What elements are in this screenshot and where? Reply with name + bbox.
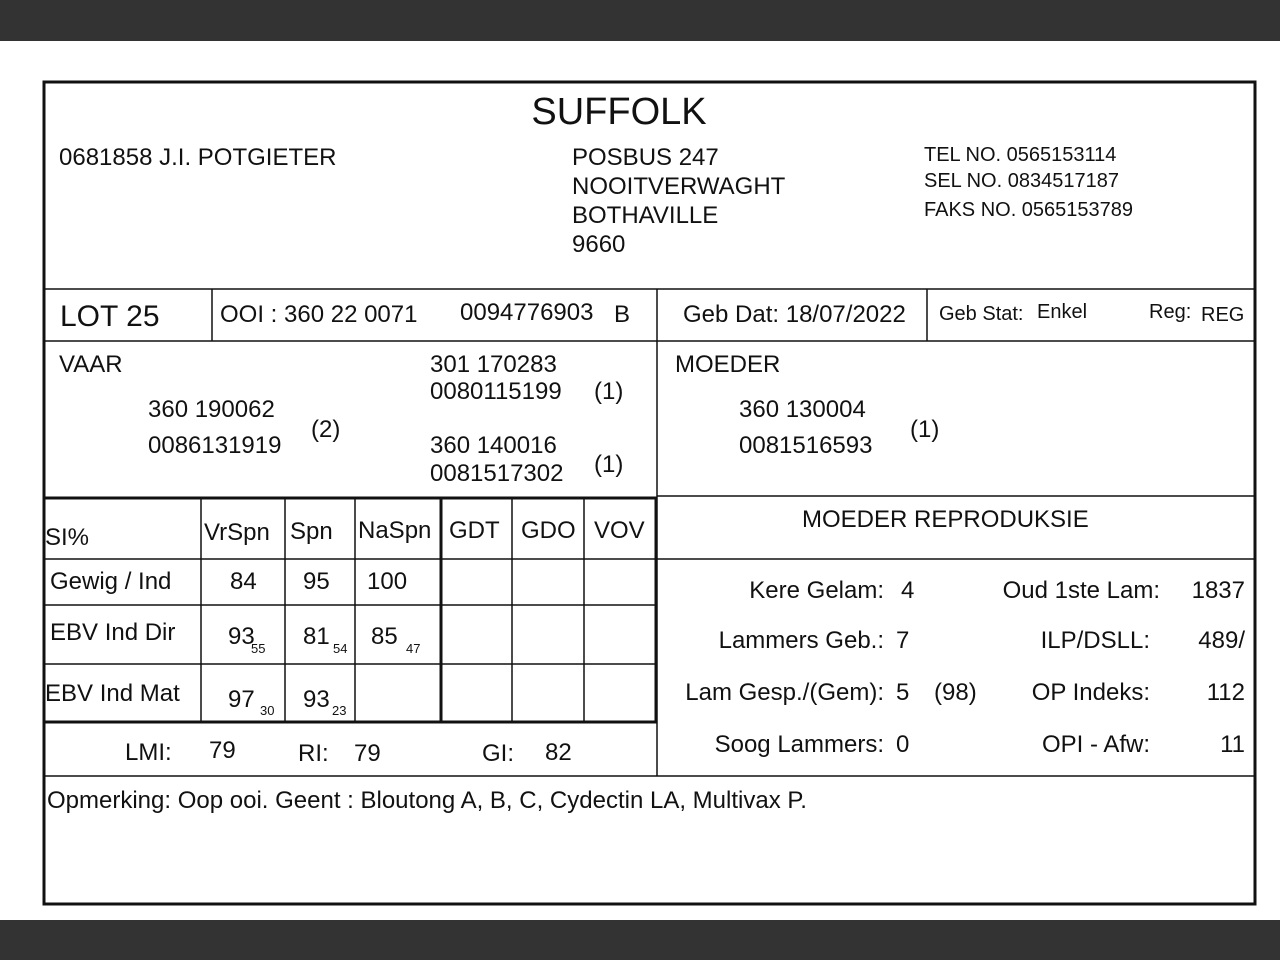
oud-label: Oud 1ste Lam:	[1002, 577, 1160, 604]
op-value: 112	[1206, 679, 1245, 706]
header-vrspn: VrSpn	[204, 519, 270, 546]
row-label-ebv-dir: EBV Ind Dir	[50, 619, 176, 646]
header-vov: VOV	[594, 517, 645, 544]
lamgesp-gem: (98)	[934, 679, 977, 706]
gewig-vrspn: 84	[230, 568, 257, 595]
address-line-3: BOTHAVILLE	[572, 202, 719, 229]
tel-number: TEL NO. 0565153114	[924, 144, 1117, 166]
header-gdo: GDO	[521, 517, 576, 544]
sire-dam-id: 0081517302	[430, 460, 564, 487]
gi-label: GI:	[482, 740, 515, 767]
breeder-name: 0681858 J.I. POTGIETER	[59, 144, 337, 171]
gewig-naspn: 100	[367, 568, 408, 595]
op-label: OP Indeks:	[1031, 679, 1150, 706]
sire-sire-grade: (1)	[594, 378, 624, 405]
kere-value: 4	[901, 577, 915, 604]
ebv-dir-vrspn-acc: 55	[251, 641, 266, 656]
header-naspn: NaSpn	[358, 517, 432, 544]
vaar-id: 0086131919	[148, 432, 282, 459]
moeder-id: 0081516593	[739, 432, 873, 459]
ilp-value: 489/	[1198, 627, 1245, 654]
ebv-mat-vrspn-acc: 30	[260, 703, 275, 718]
si-label: SI%	[45, 524, 90, 551]
lmi-label: LMI:	[125, 739, 172, 766]
ebv-dir-vrspn: 93	[228, 623, 255, 650]
sire-sire-id: 0080115199	[430, 378, 562, 405]
ebv-dir-spn: 81	[303, 623, 330, 650]
moeder-grade: (1)	[910, 416, 940, 443]
lmi-value: 79	[209, 737, 236, 764]
ooi-label: OOI : 360 22 0071	[220, 301, 418, 328]
ebv-dir-spn-acc: 54	[333, 641, 348, 656]
ri-label: RI:	[298, 740, 329, 767]
reg-label: Reg:	[1149, 301, 1192, 323]
remark: Opmerking: Oop ooi. Geent : Bloutong A, B, C, Cydectin LA, Multivax P.	[47, 787, 807, 814]
sire-dam-number: 360 140016	[430, 432, 557, 459]
gi-value: 82	[545, 739, 572, 766]
vaar-label: VAAR	[59, 351, 123, 378]
lamgesp-value: 5	[896, 679, 910, 706]
ilp-label: ILP/DSLL:	[1040, 627, 1150, 654]
ebv-dir-naspn: 85	[371, 623, 398, 650]
repro-title: MOEDER REPRODUKSIE	[802, 506, 1089, 533]
reg-value: REG	[1201, 304, 1245, 326]
opi-value: 11	[1220, 731, 1245, 758]
kere-label: Kere Gelam:	[749, 577, 884, 604]
sire-sire-number: 301 170283	[430, 351, 557, 378]
soog-value: 0	[896, 731, 910, 758]
ooi-id: 0094776903	[460, 299, 594, 326]
address-line-1: POSBUS 247	[572, 144, 719, 171]
faks-number: FAKS NO. 0565153789	[924, 199, 1134, 221]
vaar-grade: (2)	[311, 416, 341, 443]
address-line-4: 9660	[572, 231, 626, 258]
geb-stat-value: Enkel	[1037, 301, 1088, 323]
header-gdt: GDT	[449, 517, 500, 544]
ebv-mat-spn-acc: 23	[332, 703, 347, 718]
moeder-number: 360 130004	[739, 396, 866, 423]
breed-title: SUFFOLK	[531, 91, 707, 133]
geb-dat: Geb Dat: 18/07/2022	[683, 301, 906, 328]
oud-value: 1837	[1191, 577, 1245, 604]
lamgesp-label: Lam Gesp./(Gem):	[685, 679, 884, 706]
opi-label: OPI - Afw:	[1041, 731, 1150, 758]
row-label-gewig: Gewig / Ind	[50, 568, 172, 595]
lot-number: LOT 25	[60, 300, 160, 333]
lammers-value: 7	[896, 627, 910, 654]
row-label-ebv-mat: EBV Ind Mat	[45, 680, 180, 707]
moeder-label: MOEDER	[675, 351, 781, 378]
lammers-label: Lammers Geb.:	[718, 627, 884, 654]
sel-number: SEL NO. 0834517187	[924, 170, 1119, 192]
sire-dam-grade: (1)	[594, 451, 624, 478]
ooi-grade: B	[614, 301, 631, 328]
geb-stat-label: Geb Stat:	[939, 303, 1024, 325]
gewig-spn: 95	[303, 568, 330, 595]
header-spn: Spn	[290, 518, 333, 545]
address-line-2: NOOITVERWAGHT	[572, 173, 786, 200]
ebv-dir-naspn-acc: 47	[406, 641, 421, 656]
ebv-mat-vrspn: 97	[228, 686, 255, 713]
vaar-number: 360 190062	[148, 396, 275, 423]
ri-value: 79	[354, 740, 381, 767]
ebv-mat-spn: 93	[303, 686, 330, 713]
soog-label: Soog Lammers:	[714, 731, 884, 758]
